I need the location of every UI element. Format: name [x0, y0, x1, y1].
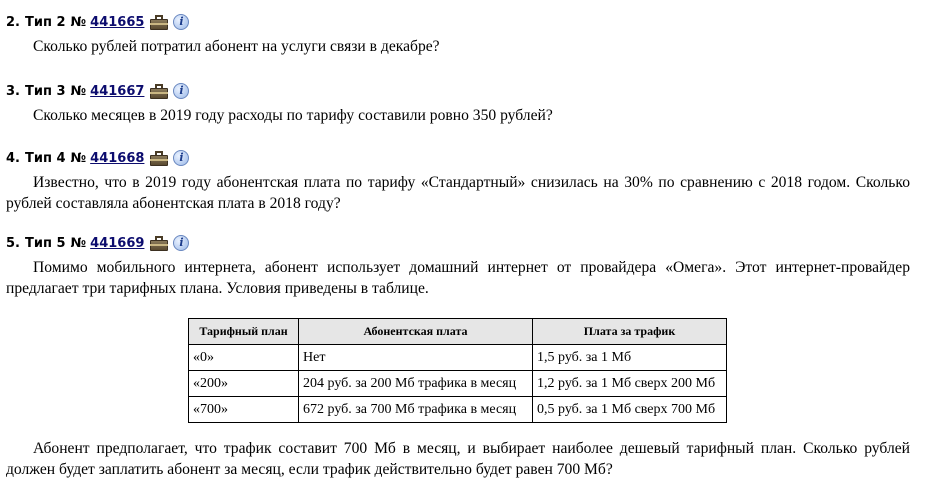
task-id-link[interactable]: 441669 — [90, 235, 145, 251]
table-cell: 1,5 руб. за 1 Мб — [533, 345, 727, 371]
table-cell: «200» — [189, 371, 299, 397]
task-5-continuation — [6, 438, 910, 480]
info-icon[interactable]: i — [173, 150, 189, 166]
task-4 — [6, 148, 910, 214]
table-cell: 0,5 руб. за 1 Мб сверх 700 Мб — [533, 397, 727, 423]
task-type: Тип 3 — [24, 83, 66, 99]
task-number: 2. — [6, 14, 20, 30]
column-header: Абонентская плата — [299, 319, 533, 345]
task-5 — [6, 233, 910, 299]
table-cell: Нет — [299, 345, 533, 371]
tariff-table — [188, 318, 727, 423]
briefcase-icon[interactable] — [150, 151, 168, 166]
task-text: Известно, что в 2019 году абонентская плата по тарифу «Стандартный» снизилась на 30% по сравнению с 2018 годом. Сколько рублей составляла абонентская плата в 2018 году? — [6, 174, 910, 212]
number-sign: № — [70, 235, 87, 251]
info-icon[interactable]: i — [173, 235, 189, 251]
task-id-link[interactable]: 441665 — [90, 14, 145, 30]
table-header-row — [189, 319, 727, 345]
number-sign: № — [70, 150, 87, 166]
task-header — [6, 81, 910, 101]
task-id-link[interactable]: 441667 — [90, 83, 145, 99]
task-number: 5. — [6, 235, 20, 251]
table-row — [189, 371, 727, 397]
task-text: Сколько рублей потратил абонент на услуги связи в декабре? — [33, 38, 440, 55]
briefcase-icon[interactable] — [150, 15, 168, 30]
table-cell: 672 руб. за 700 Мб трафика в месяц — [299, 397, 533, 423]
task-type: Тип 4 — [24, 150, 66, 166]
briefcase-icon[interactable] — [150, 84, 168, 99]
column-header: Тарифный план — [189, 319, 299, 345]
task-text: Сколько месяцев в 2019 году расходы по тарифу составили ровно 350 рублей? — [33, 107, 553, 124]
info-icon[interactable]: i — [173, 83, 189, 99]
table-row — [189, 397, 727, 423]
briefcase-icon[interactable] — [150, 236, 168, 251]
table-cell: 1,2 руб. за 1 Мб сверх 200 Мб — [533, 371, 727, 397]
table-cell: 204 руб. за 200 Мб трафика в месяц — [299, 371, 533, 397]
number-sign: № — [70, 83, 87, 99]
task-text: Абонент предполагает, что трафик составит 700 Мб в месяц, и выбирает наиболее дешевый тарифный план. Сколько рублей должен будет заплатить абонент за месяц, если трафик действительно будет равен 700 Мб? — [6, 440, 910, 478]
table-cell: «0» — [189, 345, 299, 371]
number-sign: № — [70, 14, 87, 30]
task-header — [6, 148, 910, 168]
column-header: Плата за трафик — [533, 319, 727, 345]
task-number: 3. — [6, 83, 20, 99]
table-row — [189, 345, 727, 371]
task-header — [6, 12, 910, 32]
task-3 — [6, 81, 910, 126]
table-cell: «700» — [189, 397, 299, 423]
task-header — [6, 233, 910, 253]
task-type: Тип 5 — [24, 235, 66, 251]
task-id-link[interactable]: 441668 — [90, 150, 145, 166]
task-text: Помимо мобильного интернета, абонент использует домашний интернет от провайдера «Омега». Этот интернет-провайдер предлагает три тарифных плана. Условия приведены в таблице. — [6, 259, 910, 297]
task-type: Тип 2 — [24, 14, 66, 30]
info-icon[interactable]: i — [173, 14, 189, 30]
task-number: 4. — [6, 150, 20, 166]
task-2 — [6, 12, 910, 57]
